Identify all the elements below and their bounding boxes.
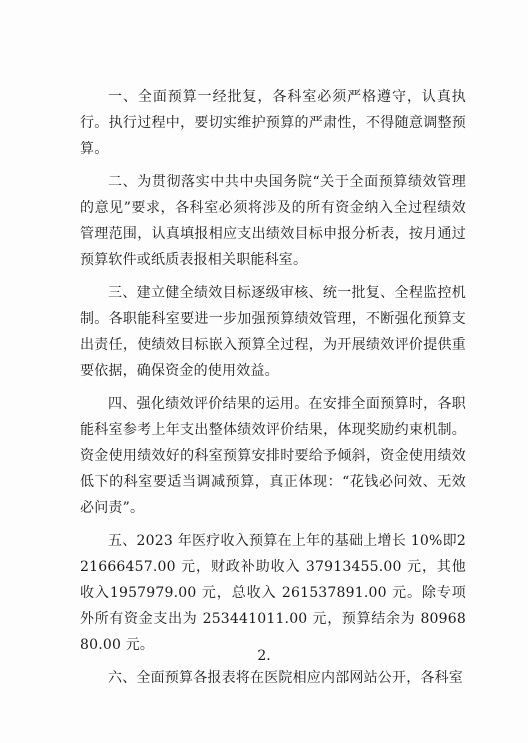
paragraph-monitoring-mechanism: 三、建立健全绩效目标逐级审核、统一批复、全程监控机制。各职能科室要进一步加强预算绩效管理，不断强化预算支出责任，使绩效目标嵌入预算全过程，为开展绩效评价提供重要依据，确保资金的使用效益。: [80, 285, 466, 379]
document-body: [80, 84, 466, 691]
paragraph-2023-revenue-budget: 五、2023 年医疗收入预算在上年的基础上增长 10%即221666457.00 元，财政补助收入 37913455.00 元，其他收入1957979.00 元，总收入 261537891.00 元。除专项外所有资金支出为 253441011.00 元，预算结余为 8096880.00 元。: [80, 533, 466, 653]
page-number: 2.: [257, 648, 271, 664]
paragraph-publication: 六、全面预算各报表将在医院相应内部网站公开，各科室: [108, 670, 463, 686]
paragraph-performance-management: 二、为贯彻落实中共中央国务院“关于全面预算绩效管理的意见”要求，各科室必须将涉及的所有资金纳入全过程绩效管理范围，认真填报相应支出绩效目标申报分析表，按月通过预算软件或纸质表报相关职能科室。: [80, 174, 466, 268]
paragraph-evaluation-results: 四、强化绩效评价结果的运用。在安排全面预算时，各职能科室参考上年支出整体绩效评价结果，体现奖励约束机制。资金使用绩效好的科室预算安排时要给予倾斜，资金使用绩效低下的科室要适当调减预算，真正体现：“花钱必问效、无效必问责”。: [80, 396, 466, 516]
paragraph-budget-approval: 一、全面预算一经批复，各科室必须严格遵守，认真执行。执行过程中，要切实维护预算的严肃性，不得随意调整预算。: [80, 89, 466, 157]
